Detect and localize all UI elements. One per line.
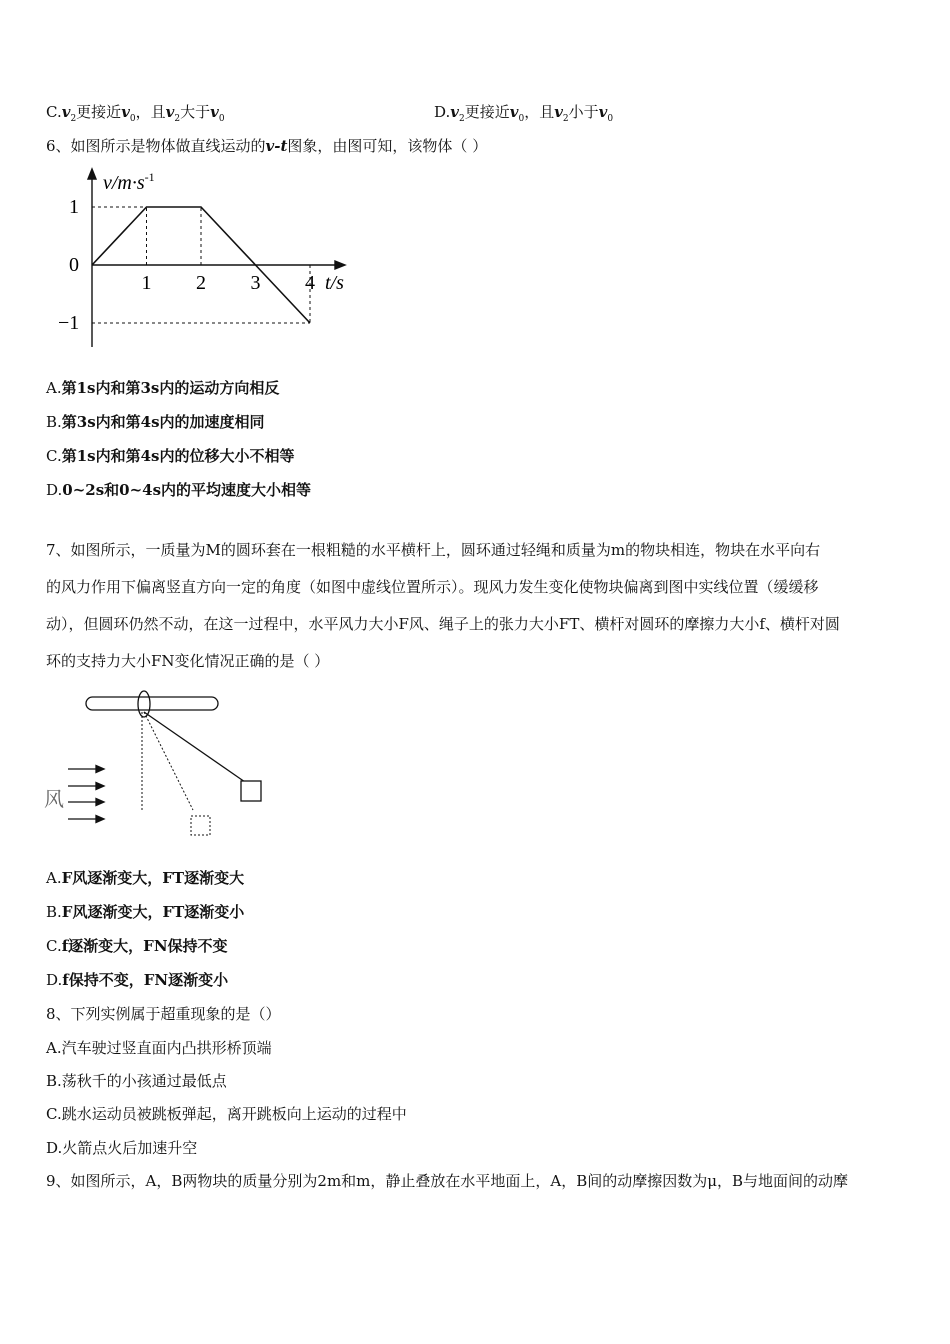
x-axis-label: t/s xyxy=(325,272,344,294)
q9-stem: 9、如图所示，A，B两物块的质量分别为2m和m，静止叠放在水平地面上，A，B间的动摩擦因数为μ，B与地面间的动摩 xyxy=(46,1172,849,1190)
x-tick-label-4: 4 xyxy=(305,272,315,294)
x-tick-label-1: 1 xyxy=(141,272,152,294)
q7-stem-line4: 环的支持力大小FN变化情况正确的是（ ） xyxy=(46,652,330,670)
q8-stem: 8、下列实例属于超重现象的是（） xyxy=(46,1005,281,1023)
wind-arrows xyxy=(68,766,104,823)
q8-option-c: C.跳水运动员被跳板弹起，离开跳板向上运动的过程中 xyxy=(46,1105,407,1123)
q7-option-c: C.f逐渐变大，FN保持不变 xyxy=(46,937,228,955)
block-dashed xyxy=(191,816,210,835)
vt-graph xyxy=(55,165,365,355)
ring-rod-figure xyxy=(40,690,280,840)
q5-option-c: $C.v_2$更接近$v_0$，且$v_2$大于$v_0$ xyxy=(46,103,225,124)
q6-option-c: C.第1s内和第4s内的位移大小不相等 xyxy=(46,447,295,465)
horizontal-rod xyxy=(86,697,218,710)
q8-option-a: A.汽车驶过竖直面内凸拱形桥顶端 xyxy=(46,1039,272,1057)
q8-option-d: D.火箭点火后加速升空 xyxy=(46,1139,198,1157)
q7-stem-line1: 7、如图所示，一质量为M的圆环套在一根粗糙的水平横杆上，圆环通过轻绳和质量为m的物块相连，物块在水平向右 xyxy=(46,541,821,559)
y-tick-label--1: −1 xyxy=(58,312,80,334)
y-tick-label-0: 0 xyxy=(69,254,79,276)
y-tick-label-1: 1 xyxy=(69,196,79,218)
q8-option-b: B.荡秋千的小孩通过最低点 xyxy=(46,1072,227,1090)
rope-dotted-angled xyxy=(144,712,193,810)
x-axis-arrow xyxy=(335,261,345,269)
q7-option-a: A.F风逐渐变大，FT逐渐变大 xyxy=(46,869,245,887)
wind-label: 风 xyxy=(44,789,64,811)
q7-stem-line3: 动），但圆环仍然不动，在这一过程中，水平风力大小F风、绳子上的张力大小FT、横杆对圆环的摩擦力大小f、横杆对圆 xyxy=(46,615,840,633)
y-axis-label: $v/m\cdot s^{-1}$ xyxy=(103,170,155,194)
q7-option-d: D.f保持不变，FN逐渐变小 xyxy=(46,971,229,989)
q7-stem-line2: 的风力作用下偏离竖直方向一定的角度（如图中虚线位置所示）。现风力发生变化使物块偏离到图中实线位置（缓缓移 xyxy=(46,578,819,596)
q6-option-d: D.0~2s和0~4s内的平均速度大小相等 xyxy=(46,481,312,499)
x-tick-label-2: 2 xyxy=(196,272,206,294)
y-axis-arrow xyxy=(88,169,96,179)
q6-stem: 6、如图所示是物体做直线运动的v-t图象，由图可知，该物体（ ） xyxy=(46,137,488,155)
x-tick-label-3: 3 xyxy=(250,272,261,294)
q7-option-b: B.F风逐渐变大，FT逐渐变小 xyxy=(46,903,245,921)
q6-option-b: B.第3s内和第4s内的加速度相同 xyxy=(46,413,265,431)
block-solid xyxy=(241,781,261,801)
q5-option-d: $D.v_2$更接近$v_0$，且$v_2$小于$v_0$ xyxy=(434,103,614,124)
rope-solid xyxy=(144,712,245,782)
q6-option-a: A.第1s内和第3s内的运动方向相反 xyxy=(46,379,280,397)
